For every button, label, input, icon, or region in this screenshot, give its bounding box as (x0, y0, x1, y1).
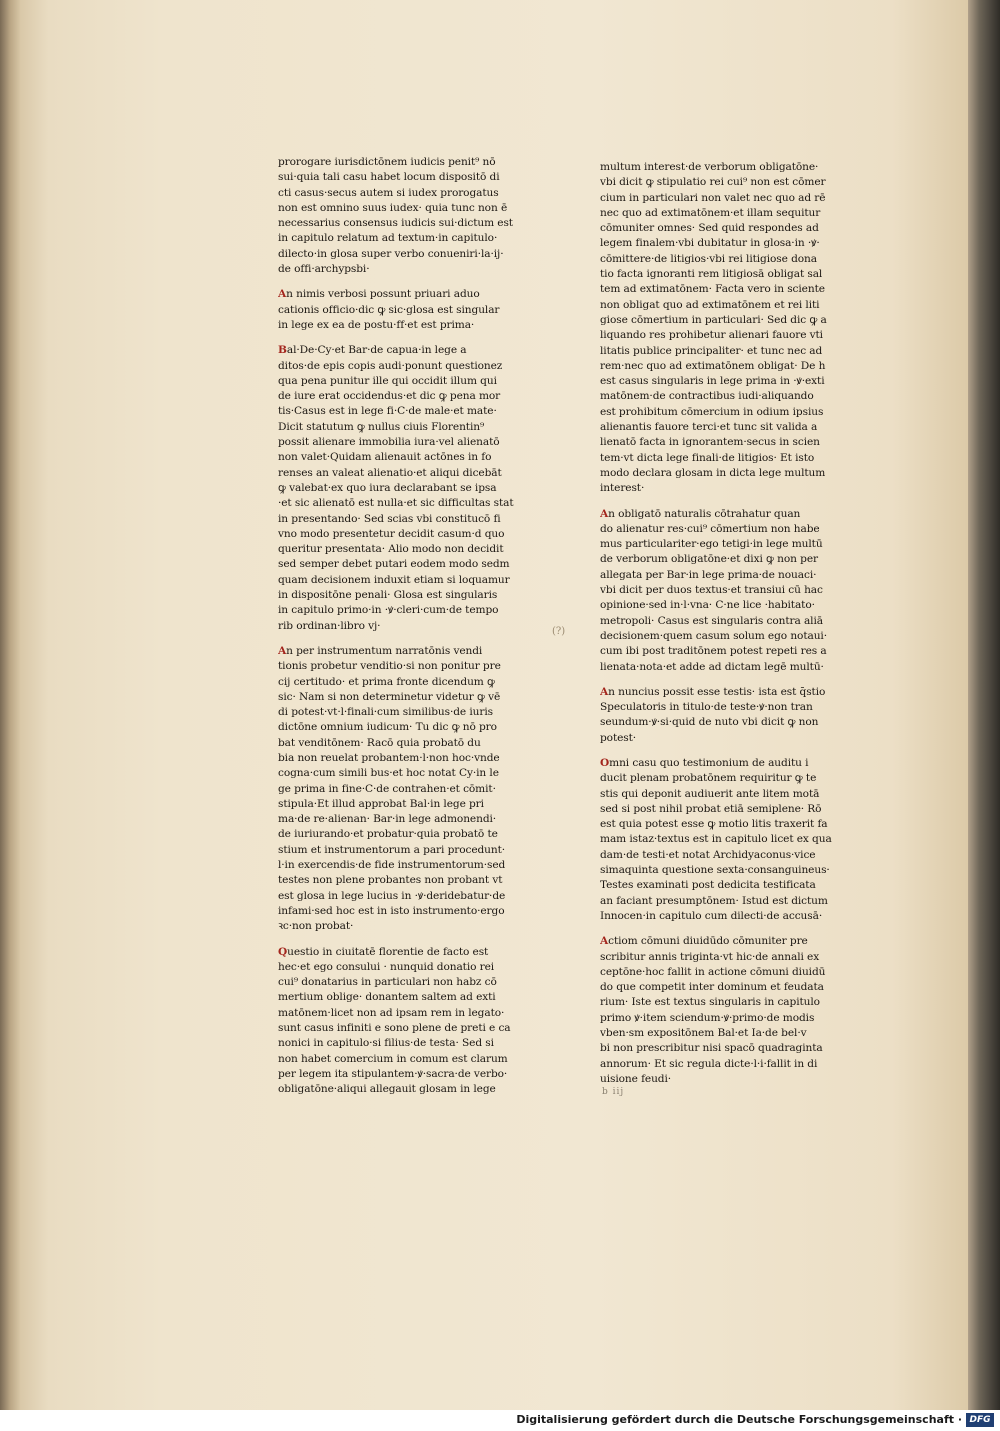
text-line (600, 787, 875, 802)
line-text: giose cōmertium in particulari· Sed dic ꝙ a (600, 313, 827, 326)
line-text: tio facta ignoranti rem litigiosā obligat sal (600, 268, 823, 281)
text-line (278, 359, 548, 374)
text-line (278, 960, 548, 975)
line-text: liquando res prohibetur alienari fauore vti (600, 329, 823, 342)
right-text-column (600, 160, 875, 1087)
text-line (278, 675, 548, 690)
text-line (278, 512, 548, 527)
text-line (278, 435, 548, 450)
text-line (278, 797, 548, 812)
text-line (600, 1057, 875, 1072)
text-line (600, 389, 875, 404)
text-line (600, 817, 875, 832)
text-line (600, 507, 875, 522)
text-line (600, 552, 875, 567)
text-line (600, 374, 875, 389)
paragraph-gap (278, 634, 548, 644)
text-line (278, 1036, 548, 1051)
line-text: bi non prescribitur nisi spacō quadraginta (600, 1042, 823, 1055)
line-text: obligatōne·aliqui allegauit glosam in lege (278, 1083, 496, 1096)
line-text: est quia potest esse ꝙ motio litis traxerit fa (600, 818, 828, 831)
line-text: ge prima in fine·C·de contrahen·et cōmit· (278, 782, 496, 795)
line-text: stipula·Et illud approbat Bal·in lege pri (278, 797, 484, 810)
line-text: rium· Iste est textus singularis in capitulo (600, 996, 820, 1009)
text-line (600, 160, 875, 175)
text-line (600, 522, 875, 537)
text-line (278, 542, 548, 557)
text-line (278, 374, 548, 389)
text-line (278, 1067, 548, 1082)
text-line (600, 282, 875, 297)
text-line (600, 359, 875, 374)
line-text: potest· (600, 731, 637, 744)
line-text: multum interest·de verborum obligatōne· (600, 161, 819, 173)
text-line (600, 175, 875, 190)
line-text: stium et instrumentorum a pari procedunt· (278, 843, 506, 856)
text-line (600, 1072, 875, 1087)
paragraph-gap (278, 935, 548, 945)
text-line (600, 715, 875, 730)
line-text: interest· (600, 482, 645, 495)
line-text: quam decisionem induxit etiam si loquamur (278, 573, 510, 586)
text-line (600, 950, 875, 965)
text-line (600, 344, 875, 359)
text-line (600, 995, 875, 1010)
line-text: prorogare iurisdictōnem iudicis penit⁹ nō (278, 156, 496, 168)
line-text: cti casus·secus autem si iudex prorogatus (278, 186, 499, 199)
paragraph-gap (600, 675, 875, 685)
text-line (600, 537, 875, 552)
line-text: ma·de re·alienan· Bar·in lege admonendi· (278, 813, 497, 826)
line-text: bat venditōnem· Racō quia probatō du (278, 736, 481, 749)
text-line (600, 252, 875, 267)
line-text: rem·nec quo ad extimatōnem obligat· De h (600, 359, 826, 372)
text-line (278, 603, 548, 618)
text-line (278, 247, 548, 262)
line-text: ꝙ valebat·ex quo iura declarabant se ipsa (278, 481, 497, 494)
line-text: uestio in ciuitatē florentie de facto est (287, 945, 489, 958)
text-line (600, 328, 875, 343)
line-text: di potest·vt·l·finali·cum similibus·de iuris (278, 706, 493, 719)
text-line (278, 201, 548, 216)
text-line (278, 588, 548, 603)
line-text: annorum· Et sic regula dicte·l·i·fallit in di (600, 1057, 818, 1070)
text-line (600, 221, 875, 236)
paragraph-gap (278, 277, 548, 287)
text-line (278, 155, 548, 170)
text-line (278, 945, 548, 960)
text-line (278, 889, 548, 904)
line-text: infami·sed hoc est in isto instrumento·ergo (278, 904, 505, 917)
text-line (278, 827, 548, 842)
line-text: sic· Nam si non determinetur videtur ꝙ vē (278, 690, 501, 703)
line-text: tis·Casus est in lege fi·C·de male·et mate· (278, 405, 497, 418)
line-text: vben·sm expositōnem Bal·et Ia·de bel·v (600, 1027, 807, 1040)
rubric-initial: A (600, 507, 609, 520)
signature-mark: b iij (602, 1087, 625, 1097)
line-text: matōnem·de contractibus iudi·aliquando (600, 390, 814, 403)
line-text: vbi dicit ꝙ stipulatio rei cui⁹ non est cōmer (600, 176, 826, 189)
text-line (278, 812, 548, 827)
line-text: decisionem·quem casum solum ego notaui· (600, 629, 827, 642)
line-text: do alienatur res·cui⁹ cōmertium non habe (600, 522, 820, 535)
line-text: de iure erat occidendus·et dic ꝙ pena mor (278, 390, 501, 403)
text-line (600, 1026, 875, 1041)
line-text: rib ordinan·libro vj· (278, 619, 381, 632)
line-text: uisione feudi· (600, 1072, 672, 1085)
text-line (600, 848, 875, 863)
line-text: dictōne omnium iudicum· Tu dic ꝙ nō pro (278, 721, 497, 734)
text-line (278, 751, 548, 766)
text-line (600, 832, 875, 847)
text-line (600, 1041, 875, 1056)
line-text: cogna·cum simili bus·et hoc notat Cy·in le (278, 767, 499, 780)
rubric-initial: A (278, 288, 287, 301)
text-line (600, 965, 875, 980)
line-text: sunt casus infiniti e sono plene de preti e ca (278, 1022, 511, 1035)
line-text: nonici in capitulo·si filius·de testa· Sed si (278, 1037, 494, 1050)
line-text: cui⁹ donatarius in particulari non habz cō (278, 976, 497, 989)
text-line (600, 435, 875, 450)
line-text: ctiom cōmuni diuidūdo cōmuniter pre (608, 935, 808, 948)
line-text: renses an valeat alienatio·et aliqui dicebāt (278, 466, 502, 479)
line-text: hec·et ego consului · nunquid donatio rei (278, 960, 495, 973)
line-text: de offi·archypsbi· (278, 263, 370, 276)
line-text: al·De·Cy·et Bar·de capua·in lege a (286, 344, 467, 357)
left-text-column (278, 155, 548, 1098)
text-line (278, 736, 548, 751)
line-text: in capitulo relatum ad textum·in capitulo· (278, 232, 498, 245)
line-text: cium in particulari non valet nec quo ad rē (600, 191, 826, 204)
text-line (278, 1082, 548, 1097)
line-text: in capitulo primo·in ·ꝟ·cleri·cum·de tempo (278, 604, 499, 617)
funding-credit: Digitalisierung gefördert durch die Deutsche Forschungsgemeinschaft · (516, 1413, 962, 1426)
text-line (278, 990, 548, 1005)
rubric-initial: Q (278, 945, 288, 958)
line-text: cōmittere·de litigios·vbi rei litigiose dona (600, 252, 817, 265)
line-text: modo declara glosam in dicta lege multum (600, 466, 826, 479)
line-text: primo ꝟ·item sciendum·ꝟ·primo·de modis (600, 1011, 815, 1024)
text-line (278, 404, 548, 419)
text-line (600, 405, 875, 420)
line-text: opinione·sed in·l·vna· C·ne lice ·habitato· (600, 599, 815, 612)
text-line (278, 858, 548, 873)
line-text: necessarius consensus iudicis sui·dictum est (278, 217, 513, 230)
text-line (600, 685, 875, 700)
line-text: mertium oblige· donantem saltem ad exti (278, 991, 496, 1004)
text-line (600, 644, 875, 659)
line-text: tem·vt dicta lege finali·de litigios· Et isto (600, 451, 815, 464)
text-line (600, 598, 875, 613)
text-line (278, 1006, 548, 1021)
text-line (278, 873, 548, 888)
line-text: ·et sic alienatō est nulla·et sic difficultas stat (278, 497, 514, 510)
text-line (278, 1021, 548, 1036)
line-text: est prohibitum cōmercium in odium ipsius (600, 405, 824, 418)
text-line (600, 700, 875, 715)
line-text: de verborum obligatōne·et dixi ꝙ non per (600, 553, 818, 566)
text-line (278, 389, 548, 404)
rubric-initial: A (278, 644, 287, 657)
text-line (278, 705, 548, 720)
text-line (278, 975, 548, 990)
line-text: non est omnino suus iudex· quia tunc non ē (278, 201, 508, 214)
line-text: legem finalem·vbi dubitatur in glosa·in ·ꝟ· (600, 237, 820, 250)
line-text: est glosa in lege lucius in ·ꝟ·deridebatur·de (278, 889, 506, 902)
text-line (278, 186, 548, 201)
text-line (278, 782, 548, 797)
line-text: in lege ex ea de postu·ff·et est prima· (278, 318, 475, 331)
text-line (278, 466, 548, 481)
line-text: lienata·nota·et adde ad dictam legē multū· (600, 660, 824, 673)
text-line (600, 894, 875, 909)
text-line (278, 557, 548, 572)
rubric-initial: A (600, 685, 609, 698)
paragraph-gap (600, 497, 875, 507)
line-text: tionis probetur venditio·si non ponitur pre (278, 660, 501, 673)
text-line (600, 756, 875, 771)
text-line (600, 878, 875, 893)
text-line (278, 573, 548, 588)
line-text: an faciant presumptōnem· Istud est dictum (600, 894, 828, 907)
line-text: matōnem·licet non ad ipsam rem in legato· (278, 1006, 505, 1019)
text-line (600, 236, 875, 251)
line-text: mam istaz·textus est in capitulo licet ex qua (600, 833, 832, 846)
line-text: ceptōne·hoc fallit in actione cōmuni diuidū (600, 965, 826, 978)
text-line (278, 720, 548, 735)
line-text: Testes examinati post dedicita testificata (600, 879, 816, 892)
text-line (278, 496, 548, 511)
line-text: in dispositōne penali· Glosa est singularis (278, 589, 498, 602)
line-text: non obligat quo ad extimatōnem et rei liti (600, 298, 820, 311)
text-line (600, 731, 875, 746)
text-line (600, 980, 875, 995)
line-text: mni casu quo testimonium de auditu i (609, 756, 809, 769)
line-text: qua pena punitur ille qui occidit illum qui (278, 374, 497, 387)
text-line (600, 660, 875, 675)
text-line (278, 904, 548, 919)
text-line (278, 919, 548, 934)
line-text: n obligatō naturalis cōtrahatur quan (608, 507, 801, 520)
line-text: dam·de testi·et notat Archidyaconus·vice (600, 848, 816, 861)
text-line (278, 1052, 548, 1067)
line-text: Innocen·in capitulo cum dilecti·de accusā· (600, 909, 823, 922)
paragraph-gap (600, 924, 875, 934)
text-line (600, 420, 875, 435)
line-text: sed semper debet putari eodem modo sedm (278, 558, 510, 571)
line-text: allegata per Bar·in lege prima·de nouaci· (600, 568, 817, 581)
book-left-edge (0, 0, 20, 1410)
line-text: cum ibi post traditōnem potest repeti res a (600, 645, 827, 658)
text-line (278, 481, 548, 496)
line-text: vbi dicit per duos textus·et transiui cū hac (600, 584, 823, 597)
text-line (278, 527, 548, 542)
text-line (600, 206, 875, 221)
line-text: sed si post nihil probat etiā semiplene· Rō (600, 802, 822, 815)
text-line (600, 802, 875, 817)
line-text: cij certitudo· et prima fronte dicendum ꝙ (278, 675, 495, 688)
line-text: stis qui deponit audiuerit ante litem motā (600, 787, 820, 800)
text-line (278, 843, 548, 858)
book-right-edge (968, 0, 1000, 1410)
text-line (600, 583, 875, 598)
line-text: de iuriurando·et probatur·quia probatō te (278, 828, 498, 841)
rubric-initial: O (600, 756, 610, 769)
text-line (600, 863, 875, 878)
line-text: sui·quia tali casu habet locum dispositō di (278, 171, 500, 184)
line-text: est casus singularis in lege prima in ·ꝟ·exti (600, 375, 825, 388)
text-line (600, 909, 875, 924)
line-text: cationis officio·dic ꝙ sic·glosa est singular (278, 303, 500, 316)
line-text: metropoli· Casus est singularis contra aliā (600, 614, 823, 627)
text-line (600, 191, 875, 206)
line-text: lienatō facta in ignorantem·secus in scien (600, 436, 820, 449)
text-line (278, 216, 548, 231)
line-text: ꝛc·non probat· (278, 920, 354, 933)
text-line (278, 287, 548, 302)
line-text: mus particulariter·ego tetigi·in lege multū (600, 538, 823, 551)
line-text: dilecto·in glosa super verbo conueniri·la·ij· (278, 247, 504, 260)
text-line (600, 629, 875, 644)
line-text: l·in exercendis·de fide instrumentorum·sed (278, 859, 506, 872)
text-line (278, 659, 548, 674)
text-line (278, 420, 548, 435)
line-text: Speculatoris in titulo·de teste·ꝟ·non tran (600, 701, 813, 714)
dfg-logo-icon: DFG (966, 1413, 994, 1427)
line-text: simaquinta questione sexta·consanguineus· (600, 864, 830, 877)
line-text: per legem ita stipulantem·ꝟ·sacra·de verbo· (278, 1067, 508, 1080)
line-text: testes non plene probantes non probant vt (278, 874, 503, 887)
line-text: in presentando· Sed scias vbi constitucō fi (278, 512, 501, 525)
text-line (600, 771, 875, 786)
line-text: non habet comercium in comum est clarum (278, 1052, 508, 1065)
line-text: nec quo ad extimatōnem·et illam sequitur (600, 206, 821, 219)
text-line (278, 450, 548, 465)
line-text: ducit plenam probatōnem requiritur ꝙ te (600, 772, 817, 785)
line-text: n nuncius possit esse testis· ista est q̄stio (608, 685, 826, 698)
text-line (278, 262, 548, 277)
line-text: do que competit inter dominum et feudata (600, 981, 824, 994)
line-text: Dicit statutum ꝙ nullus ciuis Florentin⁹ (278, 420, 485, 433)
footer-bar (0, 1410, 1000, 1431)
text-line (600, 313, 875, 328)
line-text: seundum·ꝟ·si·quid de nuto vbi dicit ꝙ non (600, 716, 819, 729)
text-line (278, 318, 548, 333)
text-line (600, 568, 875, 583)
text-line (600, 298, 875, 313)
paragraph-gap (600, 746, 875, 756)
line-text: queritur presentata· Alio modo non decidit (278, 543, 504, 556)
margin-note: (?) (552, 626, 566, 637)
line-text: possit alienare immobilia iura·vel alienatō (278, 436, 500, 449)
text-line (278, 303, 548, 318)
text-line (278, 690, 548, 705)
line-text: bia non reuelat probantem·l·non hoc·vnde (278, 751, 500, 764)
text-line (600, 267, 875, 282)
line-text: alienantis fauore terci·et tunc sit valida a (600, 421, 818, 434)
text-line (600, 614, 875, 629)
text-line (278, 231, 548, 246)
line-text: vno modo presentetur decidit casum·d quo (278, 527, 505, 540)
line-text: litatis publice principaliter· et tunc nec ad (600, 344, 823, 357)
text-line (278, 619, 548, 634)
text-line (278, 343, 548, 358)
text-line (278, 170, 548, 185)
paragraph-gap (278, 333, 548, 343)
line-text: scribitur annis triginta·vt hic·de annali ex (600, 950, 820, 963)
line-text: tem ad extimatōnem· Facta vero in sciente (600, 283, 825, 296)
line-text: n nimis verbosi possunt priuari aduo (286, 288, 480, 301)
text-line (600, 466, 875, 481)
text-line (278, 766, 548, 781)
text-line (600, 451, 875, 466)
rubric-initial: B (278, 344, 287, 357)
text-line (600, 934, 875, 949)
line-text: cōmuniter omnes· Sed quid respondes ad (600, 222, 819, 235)
text-line (600, 1011, 875, 1026)
line-text: n per instrumentum narratōnis vendi (286, 644, 483, 657)
line-text: non valet·Quidam alienauit actōnes in fo (278, 451, 492, 464)
text-line (600, 481, 875, 496)
line-text: ditos·de epis copis audi·ponunt questionez (278, 359, 503, 372)
text-line (278, 644, 548, 659)
rubric-initial: A (600, 935, 609, 948)
